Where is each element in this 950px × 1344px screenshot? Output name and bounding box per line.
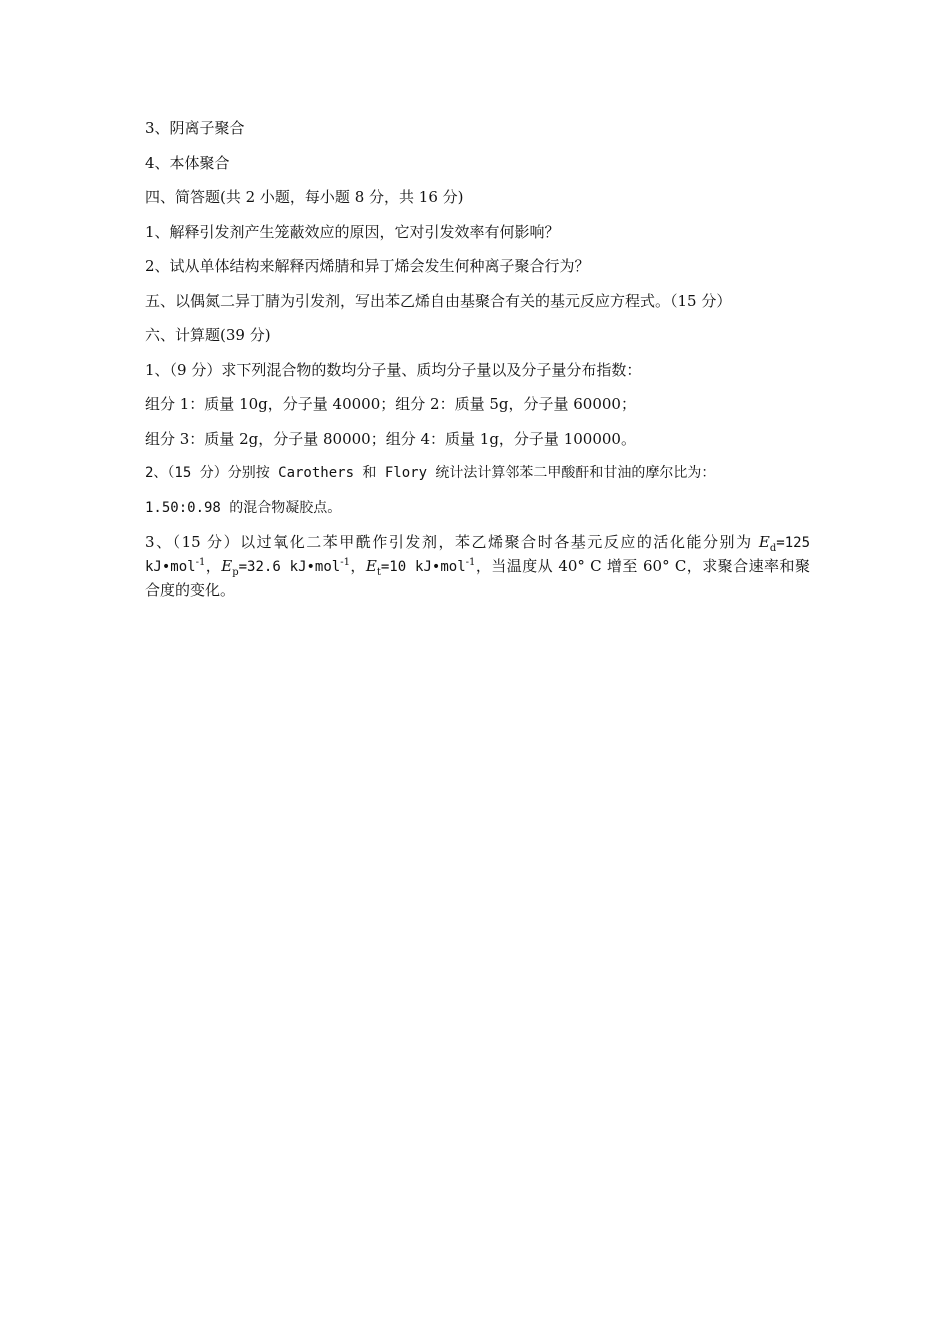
question-4-bulk: 4、本体聚合: [145, 153, 230, 172]
energy-subscript-p: p: [232, 567, 239, 578]
energy-value-d: =125 kJ•mol: [145, 535, 810, 575]
energy-value-t: =10 kJ•mol: [380, 559, 466, 575]
document-body: [145, 117, 810, 602]
energy-symbol-d: E: [758, 533, 770, 551]
separator-1: ，: [205, 557, 222, 575]
separator-2: ，: [349, 557, 366, 575]
energy-value-p: =32.6 kJ•mol: [238, 559, 341, 575]
calc-question-3: [145, 531, 810, 602]
section-4-heading: 四、简答题(共 2 小题，每小题 8 分，共 16 分): [145, 188, 464, 206]
energy-subscript-d: d: [769, 543, 777, 554]
calc-question-3-intro: 3、（15 分）以过氧化二苯甲酰作引发剂，苯乙烯聚合时各基元反应的活化能分别为: [145, 533, 759, 551]
energy-unit-exponent-p: -1: [340, 557, 350, 568]
energy-symbol-p: E: [221, 557, 233, 575]
energy-subscript-t: t: [376, 567, 381, 578]
calc-question-1-data-b: 组分 3：质量 2g，分子量 80000；组分 4：质量 1g，分子量 100000。: [145, 429, 636, 448]
section-5-heading: 五、以偶氮二异丁腈为引发剂，写出苯乙烯自由基聚合有关的基元反应方程式。（15 分）: [145, 291, 732, 310]
question-3-anionic: 3、阴离子聚合: [145, 119, 245, 137]
calc-question-1: 1、（9 分）求下列混合物的数均分子量、质均分子量以及分子量分布指数：: [145, 360, 642, 379]
short-answer-2: 2、试从单体结构来解释丙烯腈和异丁烯会发生何种离子聚合行为？: [145, 257, 590, 275]
short-answer-1: 1、解释引发剂产生笼蔽效应的原因，它对引发效率有何影响？: [145, 222, 560, 241]
energy-unit-exponent-t: -1: [465, 557, 476, 568]
energy-unit-exponent-d: -1: [195, 557, 206, 568]
calc-question-1-data-a: 组分 1：质量 10g，分子量 40000；组分 2：质量 5g，分子量 60000；: [145, 395, 636, 413]
section-6-heading: 六、计算题(39 分): [145, 326, 271, 344]
calc-question-2-ratio: 1.50:0.98 的混合物凝胶点。: [145, 499, 342, 516]
energy-symbol-t: E: [365, 557, 377, 575]
calc-question-2: 2、（15 分）分别按 Carothers 和 Flory 统计法计算邻苯二甲酸酐和甘油的摩尔比为：: [145, 465, 716, 481]
calc-question-3-tail: ，当温度从 40° C 增至 60° C，求聚合速率和聚合度的变化。: [145, 557, 810, 599]
